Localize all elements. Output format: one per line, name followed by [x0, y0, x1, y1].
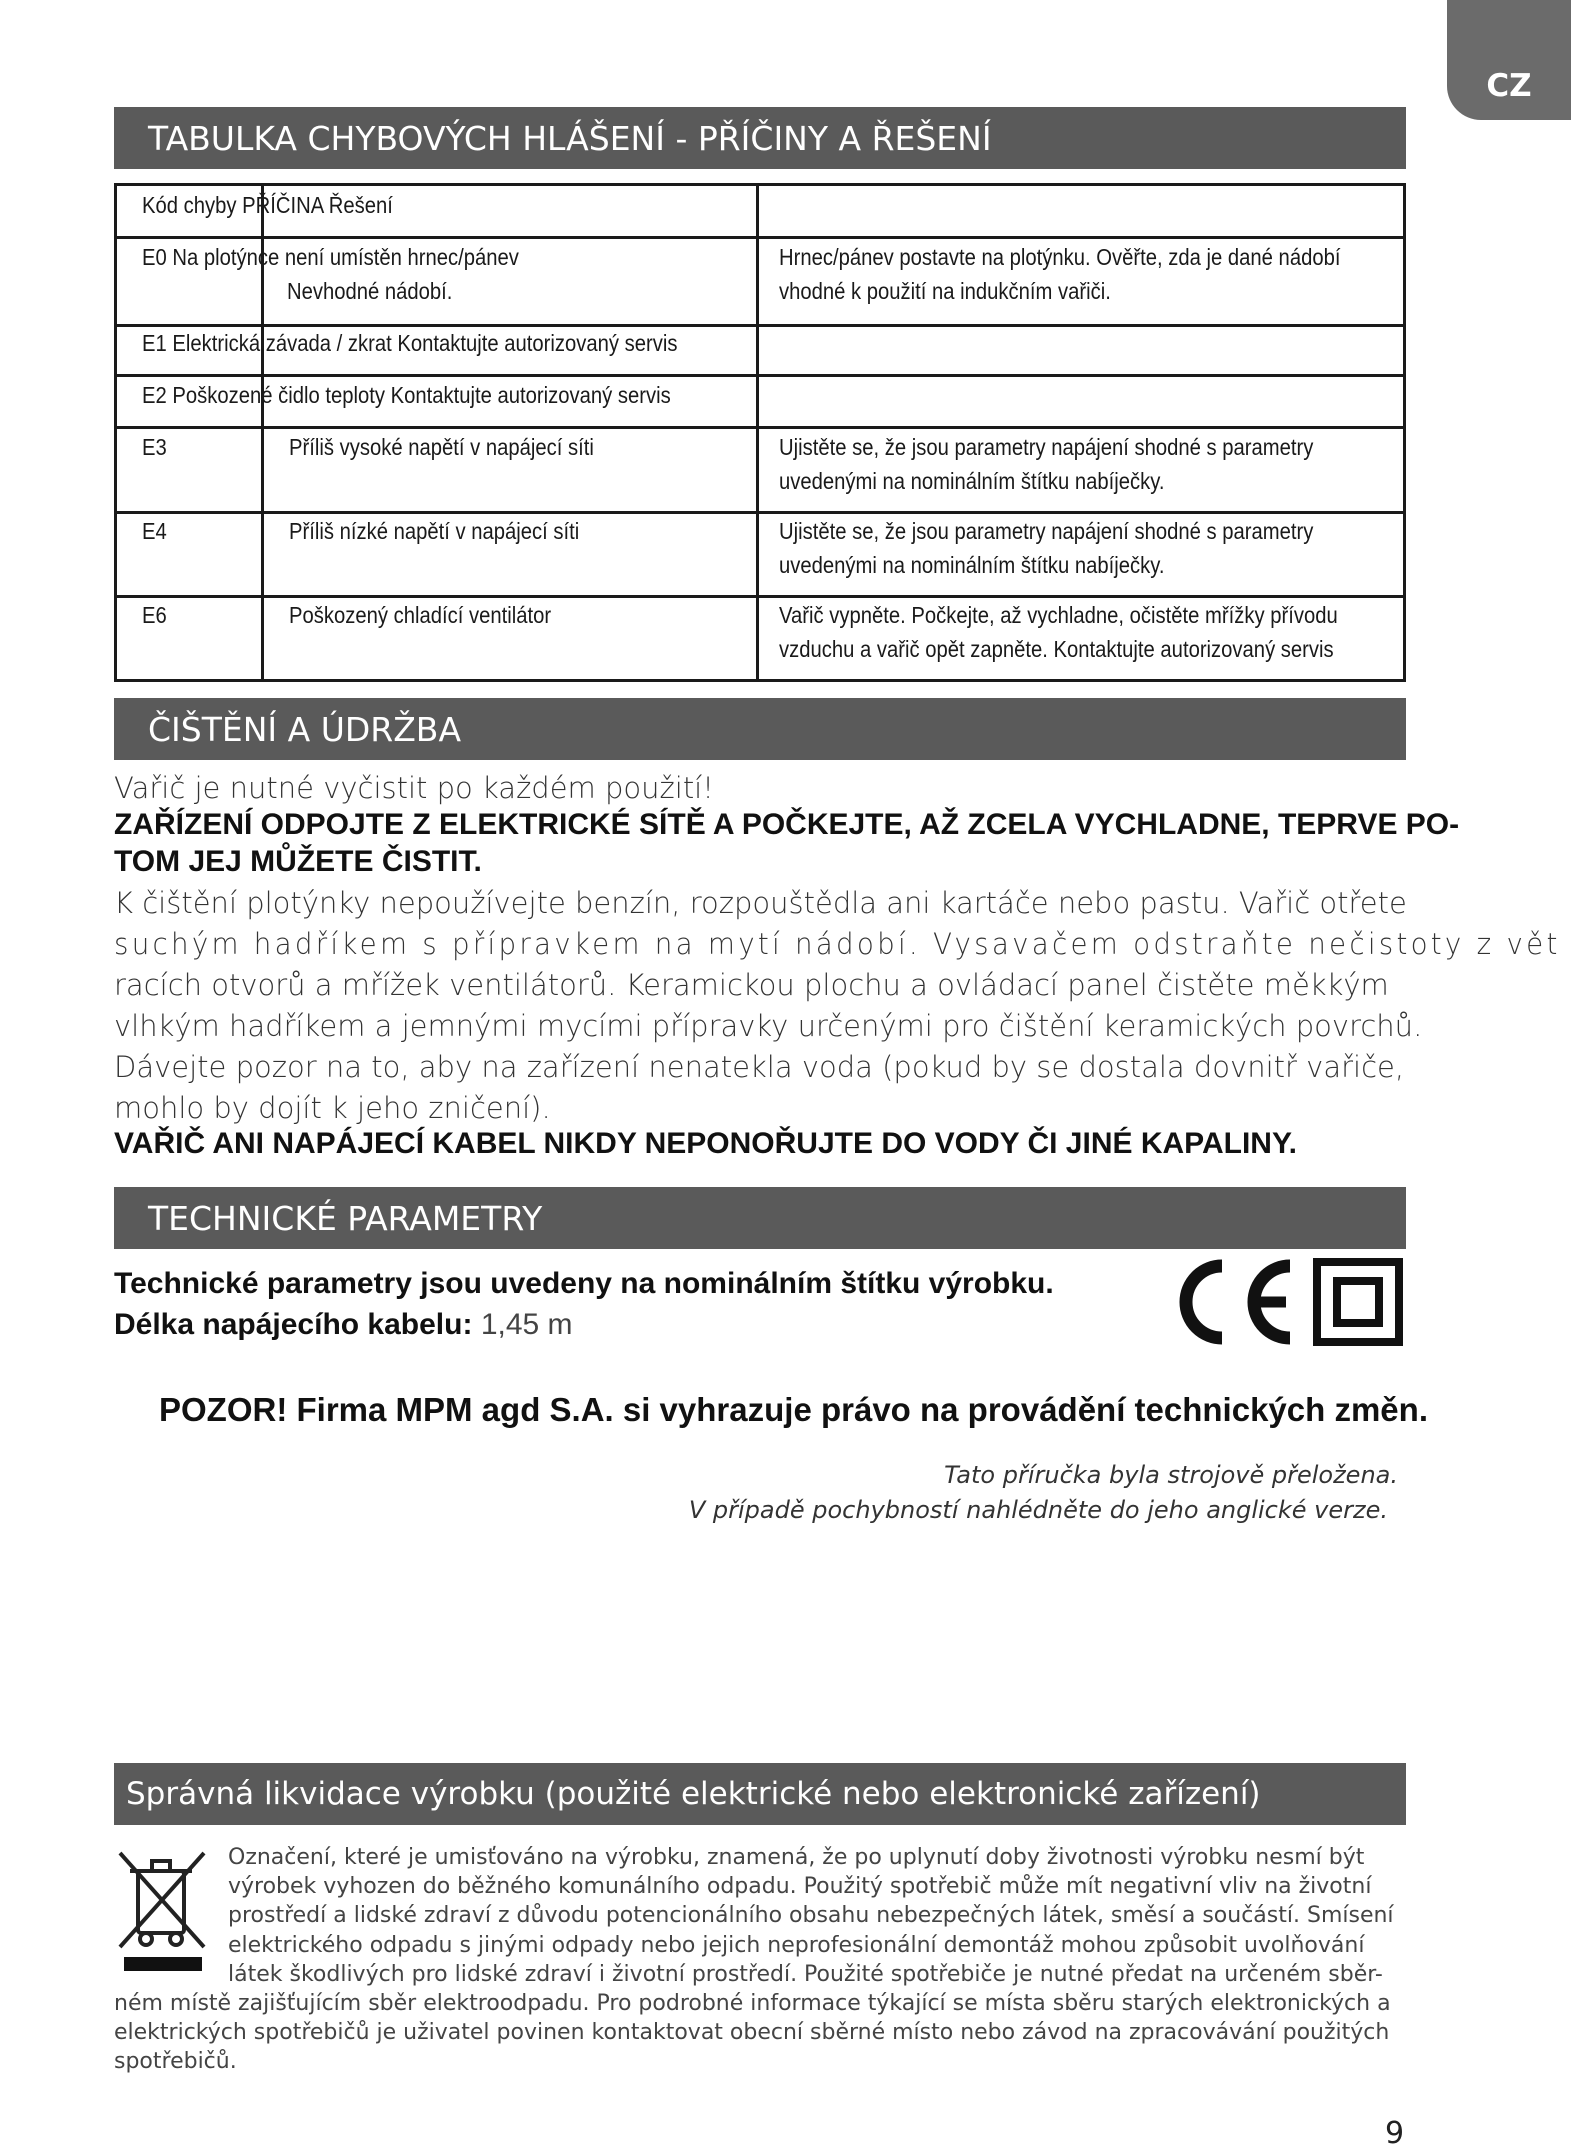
disposal-text-line: výrobek vyhozen do běžného komunálního odpadu. Použitý spotřebič může mít negativní vliv na životní — [228, 1874, 1372, 1899]
table-divider — [117, 236, 1403, 239]
disposal-text-line: elektrických spotřebičů je uživatel povinen kontaktovat obecní sběrné místo nebo závod na zpracovávání použitých — [114, 2020, 1390, 2045]
cable-length-value: 1,45 m — [480, 1308, 573, 1341]
table-row-e3-solution-2: uvedenými na nominálním štítku nabíječky. — [779, 468, 1165, 494]
cleaning-warning-3: VAŘIČ ANI NAPÁJECÍ KABEL NIKDY NEPONOŘUJTE DO VODY ČI JINÉ KAPALINY. — [114, 1127, 1297, 1160]
table-row-e4-solution-2: uvedenými na nominálním štítku nabíječky. — [779, 552, 1165, 578]
cleaning-paragraph-line: Dávejte pozor na to, aby na zařízení nenatekla voda (pokud by se dostala dovnitř vařiče, — [114, 1050, 1405, 1084]
disposal-text-line: prostředí a lidské zdraví z důvodu potencionálního obsahu nebezpečných látek, směsí a součástí. Smísení — [228, 1903, 1394, 1928]
table-row-e2: E2 Poškozené čidlo teploty Kontaktujte autorizovaný servis — [142, 382, 671, 408]
technical-header — [114, 1187, 1406, 1249]
disposal-text-line: elektrického odpadu s jinými odpady nebo jejich neprofesionální demontáž mohou způsobit uvolňování — [228, 1933, 1365, 1958]
table-column-divider — [756, 186, 759, 236]
table-row-e1: E1 Elektrická závada / zkrat Kontaktujte autorizovaný servis — [142, 330, 678, 356]
table-row-e3-code: E3 — [142, 434, 167, 460]
table-row-e0-solution-2: vhodné k použití na indukčním vařiči. — [779, 278, 1111, 304]
technical-note: Technické parametry jsou uvedeny na nominálním štítku výrobku. — [114, 1267, 1054, 1300]
cleaning-warning-1: ZAŘÍZENÍ ODPOJTE Z ELEKTRICKÉ SÍTĚ A POČKEJTE, AŽ ZCELA VYCHLADNE, TEPRVE PO- — [114, 808, 1460, 841]
language-tab — [1447, 0, 1571, 120]
cleaning-paragraph-line: vlhkým hadříkem a jemnými mycími přípravky určenými pro čištění keramických povrchů. — [114, 1009, 1423, 1043]
cleaning-paragraph-line: mohlo by dojít k jeho zničení). — [114, 1091, 551, 1125]
disposal-text-line: Označení, které je umisťováno na výrobku, znamená, že po uplynutí doby životnosti výrobku nesmí být — [228, 1845, 1365, 1870]
cleaning-warning-2: TOM JEJ MŮŽETE ČISTIT. — [114, 845, 482, 878]
technical-warning: POZOR! Firma MPM agd S.A. si vyhrazuje právo na provádění technických změn. — [159, 1391, 1428, 1428]
error-section-title: TABULKA CHYBOVÝCH HLÁŠENÍ - PŘÍČINY A ŘEŠENÍ — [148, 118, 992, 158]
page-number: 9 — [1385, 2116, 1405, 2151]
disposal-header — [114, 1763, 1406, 1825]
table-column-divider — [756, 324, 759, 426]
cleaning-title: ČIŠTĚNÍ A ÚDRŽBA — [148, 709, 462, 749]
cleaning-paragraph-line: racích otvorů a mřížek ventilátorů. Keramickou plochu a ovládací panel čistěte měkkým — [114, 968, 1389, 1002]
disposal-title: Správná likvidace výrobku (použité elektrické nebo elektronické zařízení) — [126, 1776, 1261, 1812]
table-row-e6-solution: Vařič vypněte. Počkejte, až vychladne, očistěte mřížky přívodu — [779, 602, 1338, 628]
table-column-divider — [756, 236, 759, 324]
error-table-header — [114, 107, 1406, 169]
cable-length-label: Délka napájecího kabelu: — [114, 1308, 473, 1341]
cable-length-row — [114, 1305, 573, 1345]
table-row-e4-cause: Příliš nízké napětí v napájecí síti — [289, 518, 580, 544]
table-row-e4-solution: Ujistěte se, že jsou parametry napájení shodné s parametry — [779, 518, 1314, 544]
disposal-text-line: látek škodlivých pro lidské zdraví i životní prostředí. Použité spotřebiče je nutné předat na určeném sběr- — [228, 1962, 1383, 1987]
cleaning-intro: Vařič je nutné vyčistit po každém použití! — [114, 771, 714, 805]
disposal-text-line: spotřebičů. — [114, 2049, 237, 2074]
table-header-row: Kód chyby PŘÍČINA Řešení — [142, 192, 393, 218]
translation-note-2: V případě pochybností nahlédněte do jeho anglické verze. — [688, 1496, 1388, 1524]
table-row-e0-solution: Hrnec/pánev postavte na plotýnku. Ověřte, zda je dané nádobí — [779, 244, 1341, 270]
language-code: CZ — [1486, 68, 1532, 104]
cleaning-header — [114, 698, 1406, 760]
technical-title: TECHNICKÉ PARAMETRY — [148, 1198, 543, 1238]
translation-note-1: Tato příručka byla strojově přeložena. — [944, 1461, 1398, 1489]
table-divider — [117, 426, 1403, 429]
table-row-e4-code: E4 — [142, 518, 167, 544]
disposal-text-line: ném místě zajišťujícím sběr elektroodpadu. Pro podrobné informace týkající se místa sběru starých elektronických a — [114, 1991, 1391, 2016]
crossed-bin-icon — [114, 1845, 210, 1979]
table-row-e6-solution-2: vzduchu a vařič opět zapněte. Kontaktujte autorizovaný servis — [779, 636, 1334, 662]
cleaning-paragraph-line: K čištění plotýnky nepoužívejte benzín, rozpouštědla ani kartáče nebo pastu. Vařič otřete — [114, 886, 1407, 920]
double-insulation-icon — [1313, 1258, 1403, 1346]
cleaning-paragraph-line: suchým hadříkem s přípravkem na mytí nádobí. Vysavačem odstraňte nečistoty z vět — [114, 927, 1561, 961]
table-row-e6-cause: Poškozený chladící ventilátor — [289, 602, 552, 628]
table-row-e3-cause: Příliš vysoké napětí v napájecí síti — [289, 434, 594, 460]
table-row-e0-cause: E0 Na plotýnce není umístěn hrnec/pánev — [142, 244, 519, 270]
table-row-e3-solution: Ujistěte se, že jsou parametry napájení shodné s parametry — [779, 434, 1314, 460]
table-row-e0-cause-2: Nevhodné nádobí. — [287, 278, 453, 304]
table-column-divider — [756, 426, 759, 679]
table-divider — [117, 374, 1403, 377]
table-row-e6-code: E6 — [142, 602, 167, 628]
